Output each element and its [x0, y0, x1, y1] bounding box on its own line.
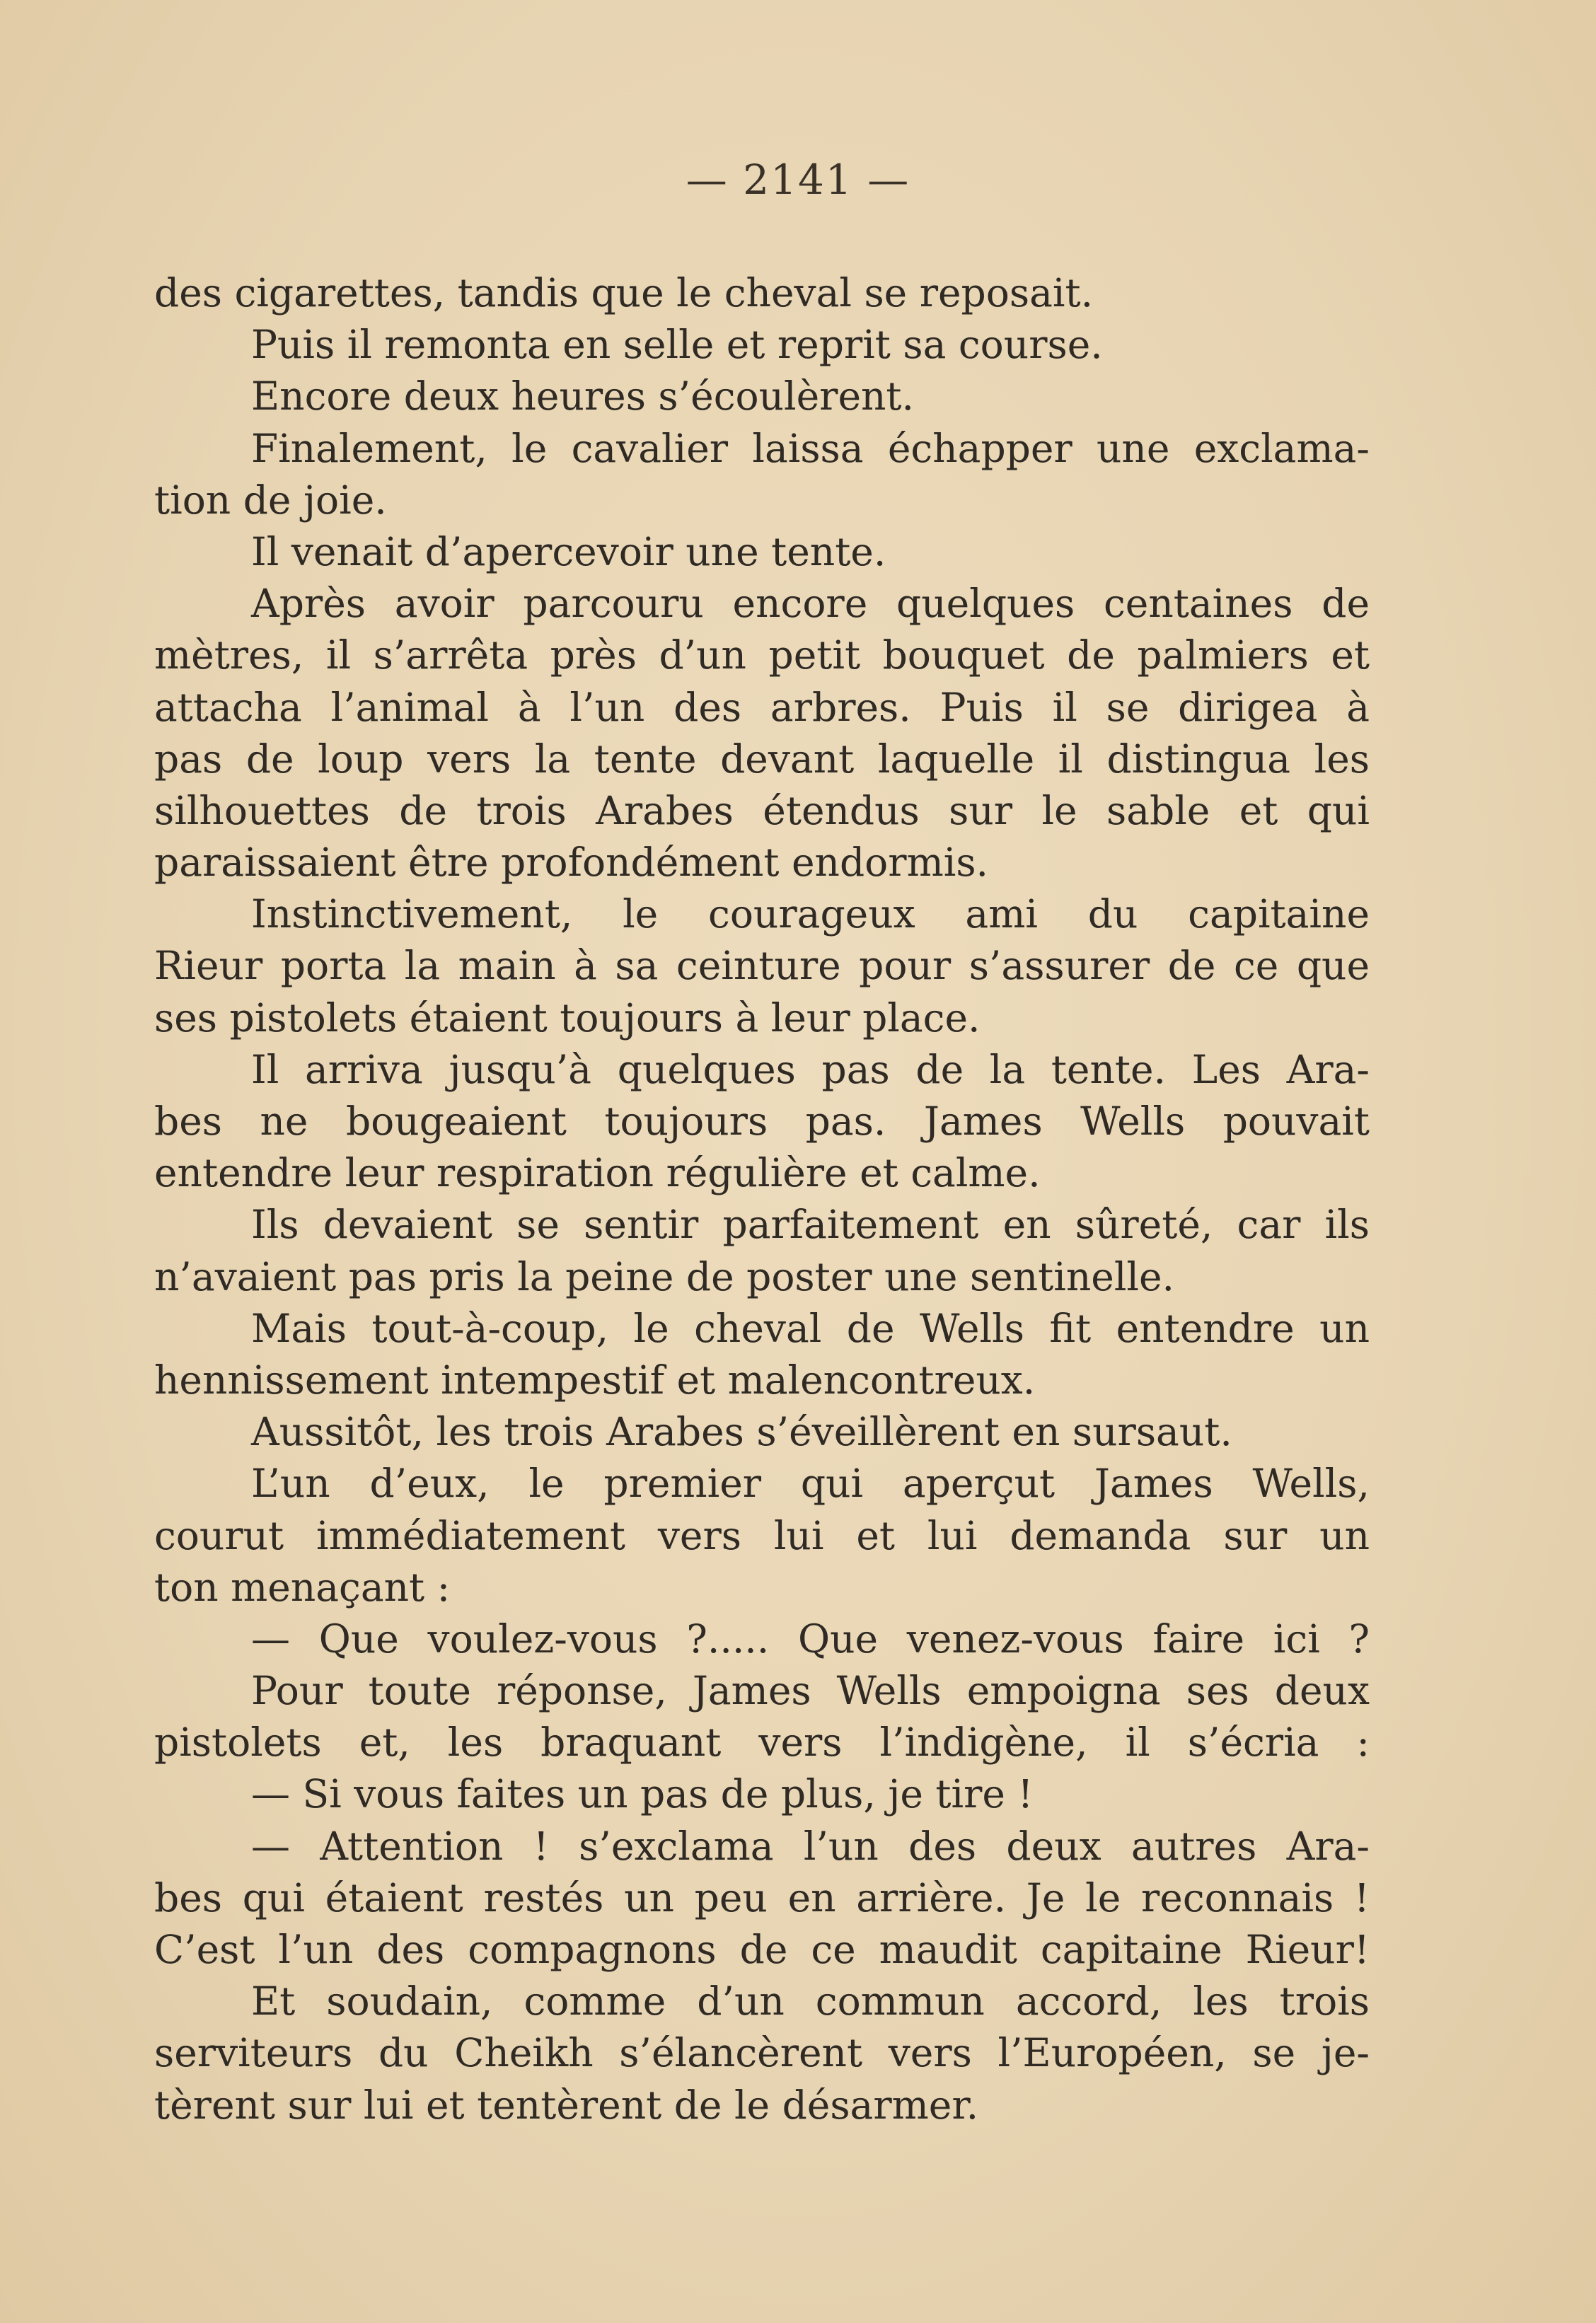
- text-line: Il arriva jusqu’à quelques pas de la tente. Les Ara-: [251, 1046, 1370, 1092]
- text-line: Mais tout-à-coup, le cheval de Wells fit entendre un: [251, 1305, 1370, 1351]
- text-line: Instinctivement, le courageux ami du capitaine: [251, 891, 1370, 937]
- text-line: Après avoir parcouru encore quelques centaines de: [251, 581, 1370, 627]
- text-line: ton menaçant :: [154, 1564, 451, 1610]
- text-line: paraissaient être profondément endormis.: [154, 840, 989, 886]
- text-line: silhouettes de trois Arabes étendus sur le sable et qui: [154, 787, 1370, 833]
- text-line: Finalement, le cavalier laissa échapper une exclama-: [251, 425, 1370, 471]
- text-line: des cigarettes, tandis que le cheval se reposait.: [154, 270, 1094, 315]
- text-line: entendre leur respiration régulière et calme.: [154, 1150, 1041, 1196]
- text-line: bes qui étaient restés un peu en arrière. Je le reconnais !: [154, 1875, 1370, 1921]
- text-line: Ils devaient se sentir parfaitement en sûreté, car ils: [251, 1202, 1370, 1248]
- text-line: tèrent sur lui et tentèrent de le désarmer.: [154, 2082, 979, 2128]
- text-line: Aussitôt, les trois Arabes s’éveillèrent en sursaut.: [251, 1409, 1232, 1455]
- text-line: mètres, il s’arrêta près d’un petit bouquet de palmiers et: [154, 632, 1370, 678]
- text-line: — Que voulez-vous ?..... Que venez-vous faire ici ?: [251, 1616, 1370, 1662]
- text-line: pas de loup vers la tente devant laquelle il distingua les: [154, 736, 1370, 782]
- text-line: — Si vous faites un pas de plus, je tire !: [251, 1771, 1034, 1817]
- text-line: n’avaient pas pris la peine de poster une sentinelle.: [154, 1253, 1175, 1299]
- text-line: Et soudain, comme d’un commun accord, les trois: [251, 1979, 1370, 2024]
- text-line: hennissement intempestif et malencontreux.: [154, 1357, 1036, 1403]
- text-line: Il venait d’apercevoir une tente.: [251, 528, 886, 574]
- text-line: ses pistolets étaient toujours à leur place.: [154, 995, 981, 1041]
- text-line: L’un d’eux, le premier qui aperçut James Wells,: [251, 1461, 1370, 1507]
- text-line: Rieur porta la main à sa ceinture pour s’assurer de ce que: [154, 943, 1370, 989]
- text-line: — Attention ! s’exclama l’un des deux autres Ara-: [251, 1823, 1370, 1869]
- text-line: tion de joie.: [154, 477, 387, 523]
- text-line: Encore deux heures s’écoulèrent.: [251, 373, 915, 419]
- text-line: Pour toute réponse, James Wells empoigna ses deux: [251, 1668, 1370, 1714]
- text-line: Puis il remonta en selle et reprit sa course.: [251, 322, 1103, 368]
- text-line: serviteurs du Cheikh s’élancèrent vers l’Européen, se je-: [154, 2030, 1370, 2076]
- page-number: — 2141 —: [686, 156, 910, 204]
- text-line: bes ne bougeaient toujours pas. James Wells pouvait: [154, 1099, 1370, 1144]
- text-line: attacha l’animal à l’un des arbres. Puis il se dirigea à: [154, 684, 1370, 730]
- body-text: [154, 267, 1370, 2131]
- text-line: courut immédiatement vers lui et lui demanda sur un: [154, 1512, 1370, 1558]
- text-line: pistolets et, les braquant vers l’indigène, il s’écria :: [154, 1720, 1370, 1766]
- text-line: C’est l’un des compagnons de ce maudit capitaine Rieur!: [154, 1927, 1370, 1972]
